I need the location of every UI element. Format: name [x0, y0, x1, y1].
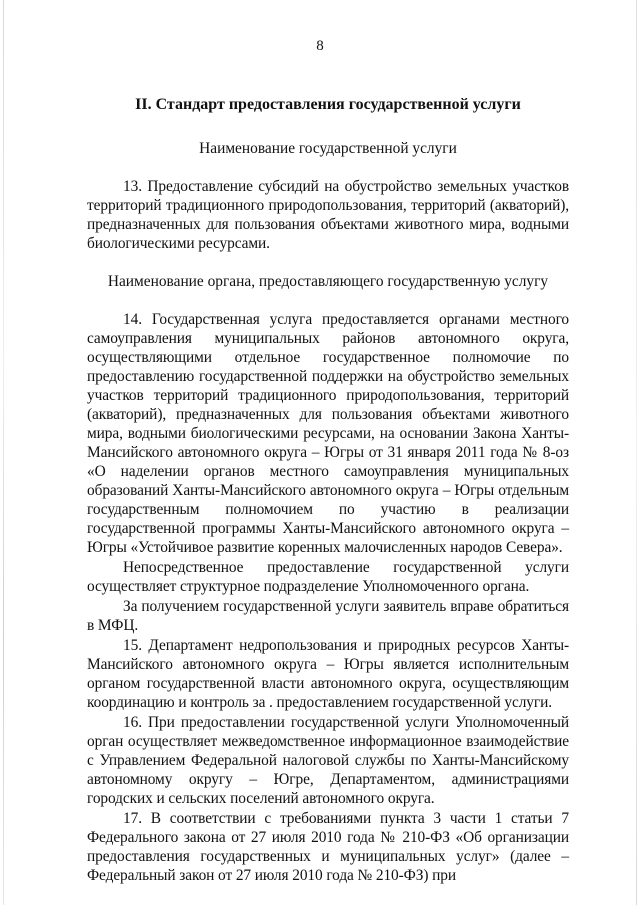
section-title: II. Стандарт предоставления государственной услуги [135, 96, 521, 113]
paragraph-17: 17. В соответствии с требованиями пункта 3 части 1 статьи 7 Федерального закона от 27 июля 2010 года № 210-ФЗ «Об организации предоставления государственных и муниципальных услуг» (далее – Федеральный закон от 27 июля 2010 года № 210-ФЗ) при [87, 810, 569, 884]
paragraph-direct-provision: Непосредственное предоставление государственной услуги осуществляет структурное подразделение Уполномоченного органа. [87, 559, 569, 595]
scan-edge-left [3, 0, 4, 905]
paragraph-13: 13. Предоставление субсидий на обустройство земельных участков территорий традиционного природопользования, территорий (акваторий), предназначенных для пользования объектами животного мира, водными биологическими ресурсами. [87, 178, 569, 252]
paragraph-16: 16. При предоставлении государственной услуги Уполномоченный орган осуществляет межведомственное информационное взаимодействие с Управлением Федеральной налоговой службы по Ханты-Мансийскому автономному округу – Югре, Департаментом, администрациями городских и сельских поселений автономного округа. [87, 714, 569, 807]
subtitle-service-name: Наименование государственной услуги [199, 140, 457, 157]
document-body [87, 95, 569, 885]
paragraph-15: 15. Департамент недропользования и природных ресурсов Ханты-Мансийского автономного округа – Югры является исполнительным органом государственной власти автономного округа, осуществляющим координацию и контроль за . предоставлением государственной услуги. [87, 637, 569, 711]
paragraph-14: 14. Государственная услуга предоставляется органами местного самоуправления муниципальных районов автономного округа, осуществляющими отдельное государственное полномочие по предоставлению государственной поддержки на обустройство земельных участков территорий традиционного природопользования, территорий (акваторий), предназначенных для пользования объектами животного мира, водными биологическими ресурсами, на основании Закона Ханты-Мансийского автономного округа – Югры от 31 января 2011 года № 8-оз «О наделении органов местного самоуправления муниципальных образований Ханты-Мансийского автономного округа – Югры отдельным государственным полномочием по участию в реализации государственной программы Ханты-Мансийского автономного округа – Югры «Устойчивое развитие коренных малочисленных народов Севера». [87, 311, 569, 556]
paragraph-mfc: За получением государственной услуги заявитель вправе обратиться в МФЦ. [87, 598, 569, 634]
page-number: 8 [316, 38, 324, 54]
subtitle-authority-name: Наименование органа, предоставляющего государственную услугу [107, 273, 549, 290]
scan-edge-right [636, 0, 637, 905]
